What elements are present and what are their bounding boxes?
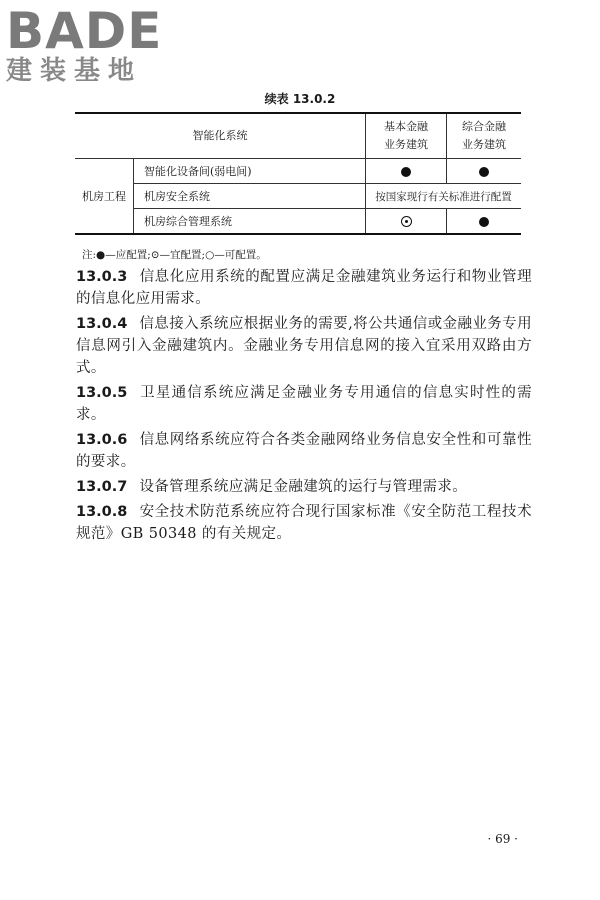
- header-system: 智能化系统: [75, 113, 366, 159]
- table-row: [75, 184, 521, 209]
- row-cell: [366, 209, 447, 235]
- filled-dot-icon: [479, 167, 489, 177]
- clause-number: 13.0.5: [76, 385, 128, 401]
- clause: [76, 476, 532, 498]
- clause: [76, 382, 532, 426]
- clause: [76, 266, 532, 310]
- clause-text: 卫星通信系统应满足金融业务专用通信的信息实时性的需求。: [76, 385, 532, 423]
- table-row: [75, 159, 521, 184]
- row-name: 机房综合管理系统: [134, 209, 366, 235]
- clause: [76, 313, 532, 379]
- clause-number: 13.0.8: [76, 504, 128, 520]
- logo: [6, 2, 163, 86]
- header-comprehensive-financial: [447, 113, 522, 159]
- row-name: 智能化设备间(弱电间): [134, 159, 366, 184]
- clause-number: 13.0.4: [76, 316, 128, 332]
- clauses: [76, 266, 532, 548]
- config-table: [75, 112, 521, 235]
- clause-text: 信息化应用系统的配置应满足金融建筑业务运行和物业管理的信息化应用需求。: [76, 269, 532, 307]
- header-basic-line2: 业务建筑: [384, 138, 428, 151]
- dotted-circle-icon: [401, 216, 412, 227]
- row-cell: [447, 159, 522, 184]
- row-merged-cell: 按国家现行有关标准进行配置: [366, 184, 522, 209]
- header-comprehensive-line1: 综合金融: [462, 120, 506, 133]
- row-cell: [447, 209, 522, 235]
- row-name: 机房安全系统: [134, 184, 366, 209]
- table-header-row: [75, 113, 521, 159]
- clause-number: 13.0.7: [76, 479, 128, 495]
- logo-subtitle: 建装基地: [6, 56, 143, 86]
- clause-text: 设备管理系统应满足金融建筑的运行与管理需求。: [139, 479, 468, 495]
- header-basic-line1: 基本金融: [384, 120, 428, 133]
- clause-text: 安全技术防范系统应符合现行国家标准《安全防范工程技术规范》GB 50348 的有关规定。: [76, 504, 532, 542]
- filled-dot-icon: [479, 217, 489, 227]
- row-cell: [366, 159, 447, 184]
- clause-text: 信息接入系统应根据业务的需要,将公共通信或金融业务专用信息网引入金融建筑内。金融业务专用信息网的接入宜采用双路由方式。: [76, 316, 532, 376]
- page-number: · 69 ·: [487, 832, 518, 846]
- clause-text: 信息网络系统应符合各类金融网络业务信息安全性和可靠性的要求。: [76, 432, 532, 470]
- clause-number: 13.0.3: [76, 269, 128, 285]
- clause: [76, 501, 532, 545]
- header-basic-financial: [366, 113, 447, 159]
- clause: [76, 429, 532, 473]
- table-caption: 续表 13.0.2: [264, 92, 336, 106]
- table-row: [75, 209, 521, 235]
- header-comprehensive-line2: 业务建筑: [462, 138, 506, 151]
- table-note: 注:●—应配置;⊙—宜配置;○—可配置。: [82, 249, 267, 261]
- group-label: 机房工程: [75, 159, 134, 235]
- logo-title: BADE: [6, 2, 163, 60]
- filled-dot-icon: [401, 167, 411, 177]
- clause-number: 13.0.6: [76, 432, 128, 448]
